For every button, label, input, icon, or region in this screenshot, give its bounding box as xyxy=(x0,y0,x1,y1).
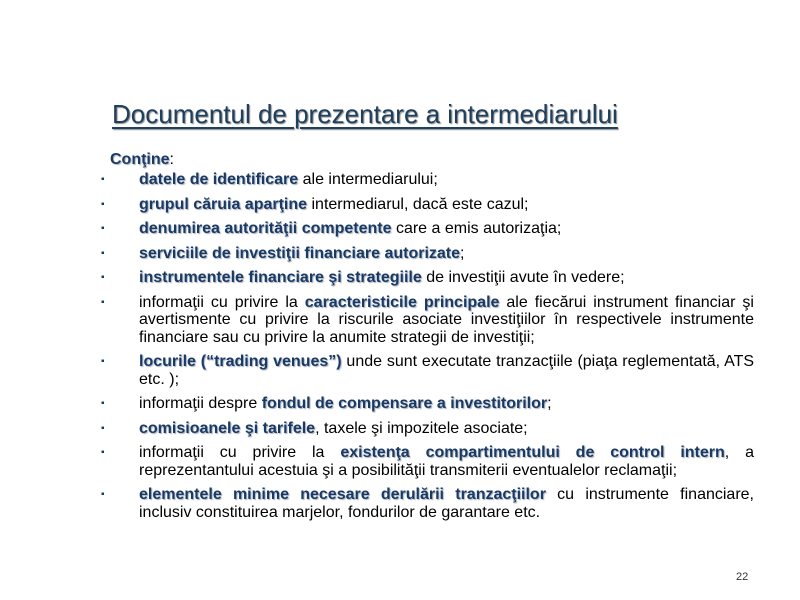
item-emphasis: caracteristicile principale xyxy=(304,293,500,311)
item-emphasis: fondul de compensare a investitorilor xyxy=(261,395,548,412)
content-list xyxy=(100,171,754,528)
list-item xyxy=(100,486,754,521)
list-item xyxy=(100,420,754,438)
list-item xyxy=(100,395,754,413)
list-item xyxy=(100,196,754,214)
item-text: ale intermediarului; xyxy=(298,171,438,188)
list-item xyxy=(100,171,754,189)
bullet-icon: ▪ xyxy=(101,447,105,458)
bullet-icon: ▪ xyxy=(101,223,105,234)
bullet-icon: ▪ xyxy=(101,356,105,367)
item-lead: informaţii despre xyxy=(139,395,262,412)
bullet-icon: ▪ xyxy=(101,272,105,283)
intro-line xyxy=(110,150,174,170)
item-text: cu instrumente financiare, inclusiv constituirea marjelor, fondurilor de garantare etc. xyxy=(139,486,754,521)
item-text: intermediarul, dacă este cazul; xyxy=(307,195,529,213)
item-emphasis: locurile (“trading venues”) xyxy=(139,353,342,370)
item-text: unde sunt executate tranzacţiile (piaţa reglementată, ATS etc. ); xyxy=(139,353,755,388)
item-text: , a reprezentantului acestuia şi a posibilităţii transmiterii eventualelor reclamaţii; xyxy=(139,444,755,479)
list-item xyxy=(100,444,754,479)
bullet-icon: ▪ xyxy=(101,422,105,434)
item-emphasis: comisioanele şi tarifele xyxy=(139,419,316,437)
list-item xyxy=(100,245,754,263)
bullet-icon: ▪ xyxy=(101,398,105,409)
item-emphasis: denumirea autorităţii competente xyxy=(139,220,392,237)
item-emphasis: existenţa compartimentului de control intern xyxy=(340,444,725,461)
bullet-icon: ▪ xyxy=(101,296,105,308)
item-text: de investiţii avute în vedere; xyxy=(421,269,625,286)
item-emphasis: elementele minime necesare derulării tranzacţiilor xyxy=(139,486,546,503)
item-text: ; xyxy=(460,244,465,262)
bullet-icon: ▪ xyxy=(101,198,105,210)
list-item xyxy=(100,220,754,238)
item-emphasis: serviciile de investiţii financiare autorizate xyxy=(139,244,461,262)
item-emphasis: datele de identificare xyxy=(139,171,299,188)
intro-label: Conţine xyxy=(110,151,170,168)
item-lead: informaţii cu privire la xyxy=(139,293,305,311)
list-item xyxy=(100,269,754,287)
item-emphasis: instrumentele financiare şi strategiile xyxy=(139,269,422,286)
item-text: ; xyxy=(547,395,552,412)
item-text: , taxele şi impozitele asociate; xyxy=(315,419,528,437)
list-item xyxy=(100,353,754,388)
intro-suffix: : xyxy=(169,151,174,168)
bullet-icon: ▪ xyxy=(101,174,105,185)
item-lead: informaţii cu privire la xyxy=(139,444,341,461)
bullet-icon: ▪ xyxy=(101,247,105,259)
item-text: care a emis autorizaţia; xyxy=(391,220,562,237)
item-text: ale fiecărui instrument financiar şi avertismente cu privire la riscurile asociate investiţiilor în respectivele instrumente financiare sau cu privire la anumite strategii de investiţii; xyxy=(139,293,754,346)
item-emphasis: grupul căruia aparţine xyxy=(139,195,308,213)
bullet-icon: ▪ xyxy=(101,489,105,500)
slide-title: Documentul de prezentare a intermediarului xyxy=(112,99,618,129)
page-number: 22 xyxy=(736,571,749,583)
list-item xyxy=(100,294,754,347)
